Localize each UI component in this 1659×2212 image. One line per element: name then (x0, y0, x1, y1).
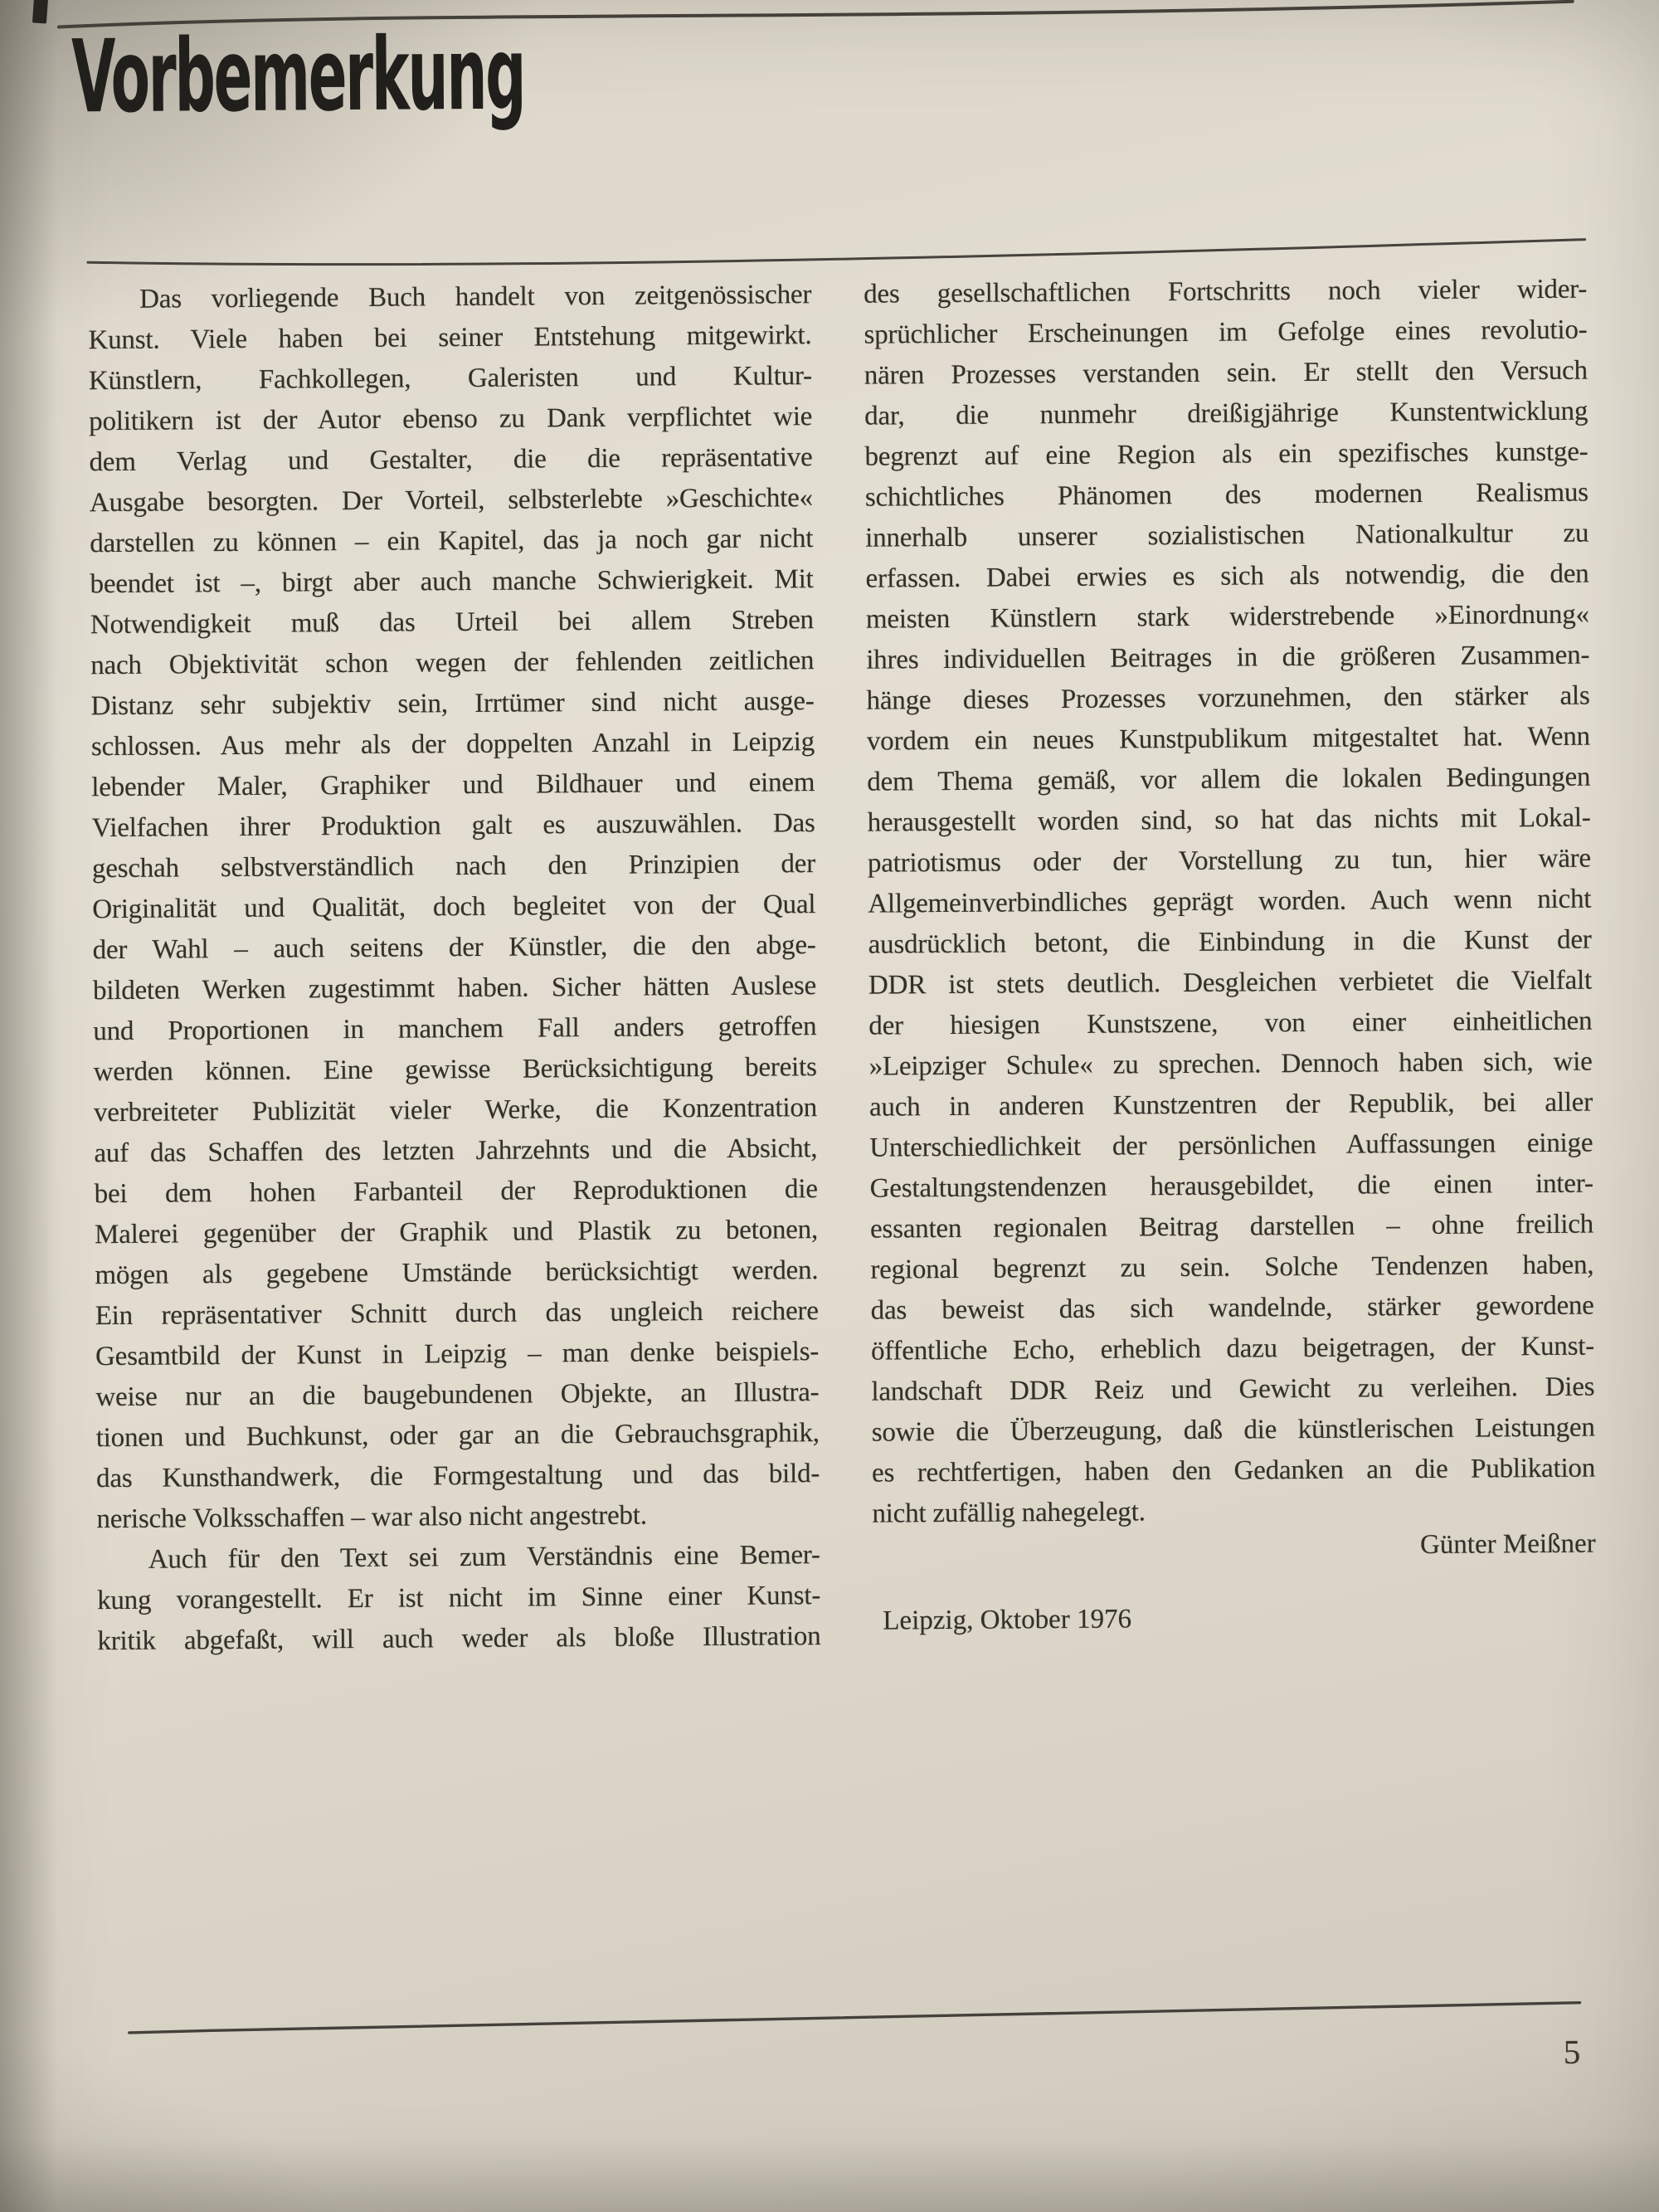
text-line: Malerei gegenüber der Graphik und Plastik zu betonen, (94, 1215, 819, 1250)
text-line: öffentliche Echo, erheblich dazu beigetragen, der Kunst- (870, 1331, 1595, 1367)
text-line: begrenzt auf eine Region als ein spezifisches kunstge- (864, 436, 1588, 472)
text-line: hänge dieses Prozesses vorzunehmen, den stärker als (866, 680, 1590, 716)
text-line: auf das Schaffen des letzten Jahrzehnts und die Absicht, (94, 1133, 818, 1169)
text-line: ihres individuellen Beitrages in die größeren Zusammen- (866, 640, 1590, 675)
text-line: erfassen. Dabei erwies es sich als notwendig, die den (865, 558, 1589, 594)
page-title: Vorbemerkung (71, 15, 525, 136)
text-line: nären Prozesses verstanden sein. Er stellt den Versuch (864, 355, 1588, 391)
text-line: und Proportionen in manchem Fall anders getroffen (93, 1011, 817, 1047)
text-line: essanten regionalen Beitrag darstellen – ohne freilich (869, 1209, 1594, 1245)
text-line: sowie die Überzeugung, daß die künstlerischen Leistungen (871, 1412, 1595, 1448)
text-line: dem Thema gemäß, vor allem die lokalen Bedingungen (867, 762, 1591, 797)
text-line: dem Verlag und Gestalter, die die repräsentative (89, 442, 813, 478)
text-line: dar, die nunmehr dreißigjährige Kunstentwicklung (864, 396, 1588, 431)
dateline: Leipzig, Oktober 1976 (883, 1604, 1132, 1636)
text-line: Künstlern, Fachkollegen, Galeristen und Kultur- (88, 361, 812, 397)
text-line: »Leipziger Schule« zu sprechen. Dennoch haben sich, wie (868, 1046, 1593, 1082)
text-line: auch in anderen Kunstzentren der Republik, bei aller (868, 1087, 1593, 1123)
text-line: des gesellschaftlichen Fortschritts noch vieler wider- (864, 274, 1588, 309)
text-line: der Wahl – auch seitens der Künstler, die den abge- (92, 930, 816, 966)
text-line: sprüchlicher Erscheinungen im Gefolge eines revolutio- (864, 314, 1588, 350)
text-line: nach Objektivität schon wegen der fehlenden zeitlichen (90, 646, 815, 681)
text-line: bei dem hohen Farbanteil der Reproduktionen die (94, 1174, 818, 1210)
text-line: schlossen. Aus mehr als der doppelten Anzahl in Leipzig (90, 727, 815, 763)
text-line: tionen und Buchkunst, oder gar an die Gebrauchsgraphik, (95, 1418, 820, 1454)
text-line: Gesamtbild der Kunst in Leipzig – man denke beispiels- (95, 1337, 820, 1372)
text-line: DDR ist stets deutlich. Desgleichen verbietet die Vielfalt (868, 965, 1593, 1001)
left-column (88, 275, 821, 1662)
text-line: Das vorliegende Buch handelt von zeitgenössischer (139, 280, 812, 314)
text-line: der hiesigen Kunstszene, von einer einheitlichen (868, 1006, 1593, 1041)
text-line: verbreiteter Publizität vieler Werke, die Konzentration (93, 1093, 818, 1128)
page-number: 5 (1563, 2032, 1581, 2071)
text-line: werden können. Eine gewisse Berücksichtigung bereits (93, 1052, 817, 1088)
text-line: ausdrücklich betont, die Einbindung in die Kunst der (868, 924, 1592, 960)
text-line: Auch für den Text sei zum Verständnis eine Bemer- (148, 1540, 820, 1575)
text-line: lebender Maler, Graphiker und Bildhauer und einem (91, 767, 815, 803)
text-line: das Kunsthandwerk, die Formgestaltung und das bild- (95, 1459, 820, 1494)
text-line: beendet ist –, birgt aber auch manche Schwierigkeit. Mit (90, 564, 814, 600)
text-line: vordem ein neues Kunstpublikum mitgestaltet hat. Wenn (866, 721, 1591, 757)
text-line: kritik abgefaßt, will auch weder als bloße Illustration (97, 1621, 821, 1657)
text-line: landschaft DDR Reiz und Gewicht zu verleihen. Dies (871, 1372, 1595, 1407)
text-line: Ausgabe besorgten. Der Vorteil, selbsterlebte »Geschichte« (89, 483, 814, 519)
text-line: Unterschiedlichkeit der persönlichen Auffassungen einige (869, 1128, 1593, 1163)
text-line: innerhalb unserer sozialistischen Nationalkultur zu (865, 518, 1589, 553)
text-line: bildeten Werken zugestimmt haben. Sicher hätten Auslese (92, 971, 817, 1006)
text-line: patriotismus oder der Vorstellung zu tun, hier wäre (867, 843, 1592, 879)
text-line: es rechtfertigen, haben den Gedanken an die Publikation (871, 1453, 1596, 1488)
text-line: geschah selbstverständlich nach den Prinzipien der (91, 849, 816, 884)
text-line: nerische Volksschaffen – war also nicht angestrebt. (96, 1500, 647, 1535)
text-line: darstellen zu können – ein Kapitel, das ja noch gar nicht (90, 524, 814, 559)
text-line: regional begrenzt zu sein. Solche Tendenzen haben, (870, 1250, 1594, 1285)
text-line: Ein repräsentativer Schnitt durch das ungleich reichere (95, 1296, 819, 1332)
text-line: Distanz sehr subjektiv sein, Irrtümer sind nicht ausge- (90, 686, 815, 722)
text-line: herausgestellt worden sind, so hat das nichts mit Lokal- (867, 802, 1591, 838)
author-signature: Günter Meißner (1419, 1528, 1596, 1561)
text-line: Gestaltungstendenzen herausgebildet, die einen inter- (869, 1168, 1593, 1204)
text-line: weise nur an die baugebundenen Objekte, an Illustra- (95, 1377, 820, 1413)
text-line: das beweist das sich wandelnde, stärker gewordene (870, 1290, 1594, 1326)
text-line: mögen als gegebene Umstände berücksichtigt werden. (95, 1255, 819, 1291)
text-line: politikern ist der Autor ebenso zu Dank verpflichtet wie (89, 402, 813, 437)
text-line: Originalität und Qualität, doch begleitet von der Qual (92, 889, 816, 925)
text-line: Vielfachen ihrer Produktion galt es auszuwählen. Das (91, 808, 815, 844)
right-column (864, 270, 1596, 1535)
footer-rule (126, 1990, 1586, 2039)
text-line: Allgemeinverbindliches geprägt worden. Auch wenn nicht (868, 884, 1592, 919)
text-line: Notwendigkeit muß das Urteil bei allem Streben (90, 605, 815, 641)
text-line: meisten Künstlern stark widerstrebende »Einordnung« (865, 599, 1590, 635)
text-line: Kunst. Viele haben bei seiner Entstehung mitgewirkt. (88, 320, 812, 356)
text-line: kung vorangestellt. Er ist nicht im Sinne einer Kunst- (97, 1581, 821, 1616)
text-line: nicht zufällig nahegelegt. (872, 1497, 1146, 1529)
text-line: schichtliches Phänomen des modernen Realismus (864, 477, 1588, 513)
